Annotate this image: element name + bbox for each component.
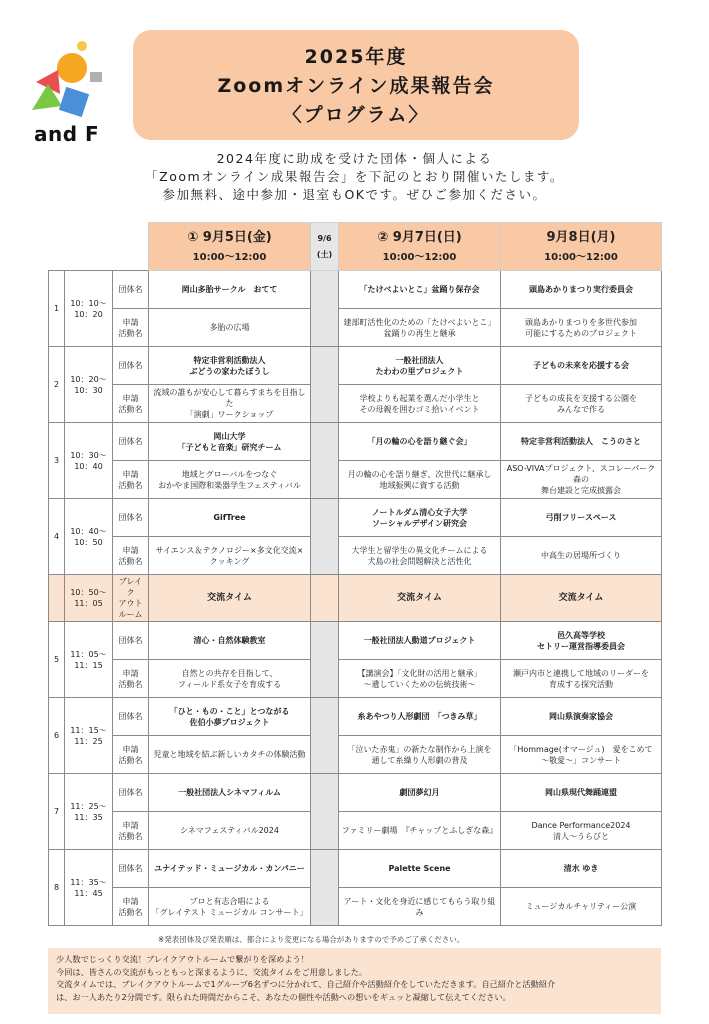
- activity-day1: 児童と地域を結ぶ新しいカタチの体験活動: [149, 736, 311, 774]
- group-label: 団体名: [113, 698, 149, 736]
- activity-label: 申請 活動名: [113, 736, 149, 774]
- session-time: 11：15～ 11：25: [65, 698, 113, 774]
- session-row: [49, 423, 662, 461]
- activity-row: [49, 385, 662, 423]
- group-name-day2: 一般社団法人動道プロジェクト: [339, 622, 501, 660]
- break-label: ブレイク アウト ルーム: [113, 575, 149, 622]
- footnote: ※発表団体及び発表順は、都合により変更になる場合がありますので予めご了承ください。: [158, 935, 465, 944]
- activity-day1: 地域とグローバルをつなぐ おかやま国際和楽器学生フェスティバル: [149, 461, 311, 499]
- activity-day2: 「泣いた赤鬼」の新たな制作から上演を 通して糸繰り人形劇の普及: [339, 736, 501, 774]
- session-number: 3: [49, 423, 65, 499]
- activity-row: [49, 888, 662, 926]
- activity-label: 申請 活動名: [113, 461, 149, 499]
- group-name-day2: 「月の輪の心を語り継ぐ会」: [339, 423, 501, 461]
- activity-day1: 自然との共存を目指して、 フィールド系女子を育成する: [149, 660, 311, 698]
- session-time: 10：30～ 10：40: [65, 423, 113, 499]
- group-name-day1: 特定非営利活動法人 ぶどうの家わたぼうし: [149, 347, 311, 385]
- group-label: 団体名: [113, 850, 149, 888]
- activity-label: 申請 活動名: [113, 660, 149, 698]
- activity-day2: ファミリー劇場 『チャップとふしぎな森』: [339, 812, 501, 850]
- program-table: [48, 222, 662, 926]
- activity-day2: アート・文化を身近に感じてもらう取り組み: [339, 888, 501, 926]
- session-row: [49, 850, 662, 888]
- group-name-day1: 岡山大学 「子どもと音楽」研究チーム: [149, 423, 311, 461]
- session-row: [49, 347, 662, 385]
- info-line-3: 交流タイムでは、ブレイクアウトルームで1グループ6名ずつに分かれて、自己紹介や活動紹介をしていただきます。自己紹介と活動紹介: [56, 979, 556, 989]
- header-sep6: 9/6 (土): [311, 223, 339, 271]
- activity-day2: 大学生と留学生の異文化チームによる 犬島の社会問題解決と活性化: [339, 537, 501, 575]
- activity-day3: 子どもの成長を支援する公園を みんなで作る: [501, 385, 662, 423]
- group-name-day3: 岡山県現代舞踊連盟: [501, 774, 662, 812]
- intro-line-3: 参加無料、途中参加・退室もOKです。ぜひご参加ください。: [162, 187, 547, 202]
- intro-text: [0, 150, 709, 204]
- break-time: 10：50～ 11：05: [65, 575, 113, 622]
- activity-day2: 月の輪の心を語り継ぎ、次世代に継承し 地域振興に資する活動: [339, 461, 501, 499]
- activity-day1: 多胎の広場: [149, 309, 311, 347]
- group-name-day3: 特定非営利活動法人 こうのさと: [501, 423, 662, 461]
- session-number: 4: [49, 499, 65, 575]
- activity-day3: 瀬戸内市と連携して地域のリーダーを 育成する探究活動: [501, 660, 662, 698]
- info-box: [48, 948, 661, 1014]
- title-program: 〈プログラム〉: [282, 104, 430, 126]
- group-label: 団体名: [113, 622, 149, 660]
- activity-day2: 建部町活性化のための「たけべよいとこ」 盆踊りの再生と継承: [339, 309, 501, 347]
- activity-label: 申請 活動名: [113, 537, 149, 575]
- session-row: [49, 774, 662, 812]
- activity-day3: Dance Performance2024 清人～うらびと: [501, 812, 662, 850]
- header-day1: ① 9月5日(金) 10:00～12:00: [149, 223, 311, 271]
- group-name-day1: ユナイテッド・ミュージカル・カンパニー: [149, 850, 311, 888]
- activity-label: 申請 活動名: [113, 812, 149, 850]
- activity-day3: ミュージカルチャリティー公演: [501, 888, 662, 926]
- activity-label: 申請 活動名: [113, 309, 149, 347]
- activity-day3: 頭島あかりまつりを多世代参加 可能にするためのプロジェクト: [501, 309, 662, 347]
- group-label: 団体名: [113, 423, 149, 461]
- session-time: 11：25～ 11：35: [65, 774, 113, 850]
- title-year: 2025年度: [304, 46, 408, 68]
- group-name-day3: 岡山県演奏家協会: [501, 698, 662, 736]
- group-label: 団体名: [113, 499, 149, 537]
- activity-day1: シネマフェスティバル2024: [149, 812, 311, 850]
- session-row: [49, 698, 662, 736]
- activity-day1: プロと有志合唱による 「グレイテスト ミュージカル コンサート」: [149, 888, 311, 926]
- break-day3: 交流タイム: [501, 575, 662, 622]
- session-time: 10：40～ 10：50: [65, 499, 113, 575]
- group-label: 団体名: [113, 271, 149, 309]
- info-line-1: 少人数でじっくり交流！ブレイクアウトルームで繋がりを深めよう！: [56, 954, 309, 964]
- group-name-day3: 弓削フリースペース: [501, 499, 662, 537]
- activity-day2: 【講演会】「文化財の活用と継承」 ～遺していくための伝統技術～: [339, 660, 501, 698]
- group-name-day3: 邑久高等学校 セトリー運営指導委員会: [501, 622, 662, 660]
- session-time: 11：05～ 11：15: [65, 622, 113, 698]
- break-row: [49, 575, 662, 622]
- activity-day1: 流域の誰もが安心して暮らすまちを目指した 「演劇」ワークショップ: [149, 385, 311, 423]
- break-day2: 交流タイム: [339, 575, 501, 622]
- intro-line-2: 「Zoomオンライン成果報告会」を下記のとおり開催いたします。: [145, 169, 564, 184]
- session-number: 1: [49, 271, 65, 347]
- session-time: 11：35～ 11：45: [65, 850, 113, 926]
- session-row: [49, 499, 662, 537]
- group-name-day3: 頭島あかりまつり実行委員会: [501, 271, 662, 309]
- group-name-day2: Palette Scene: [339, 850, 501, 888]
- session-time: 10：10～ 10：20: [65, 271, 113, 347]
- activity-row: [49, 461, 662, 499]
- activity-row: [49, 736, 662, 774]
- activity-day3: ASO-VIVAプロジェクト、スコレーパーク森の 舞台建設と完成披露会: [501, 461, 662, 499]
- activity-label: 申請 活動名: [113, 385, 149, 423]
- group-name-day2: 「たけべよいとこ」盆踊り保存会: [339, 271, 501, 309]
- activity-row: [49, 309, 662, 347]
- group-name-day2: 糸あやつり人形劇団 「つきみ草」: [339, 698, 501, 736]
- logo-text: and F: [34, 122, 100, 146]
- group-name-day2: ノートルダム清心女子大学 ソーシャルデザイン研究会: [339, 499, 501, 537]
- session-row: [49, 622, 662, 660]
- group-name-day1: GifTree: [149, 499, 311, 537]
- group-name-day1: 一般社団法人シネマフィルム: [149, 774, 311, 812]
- header-day3: 9月8日(月) 10:00～12:00: [501, 223, 662, 271]
- group-name-day2: 一般社団法人 たわわの里プロジェクト: [339, 347, 501, 385]
- group-name-day1: 清心・自然体験教室: [149, 622, 311, 660]
- group-name-day3: 子どもの未来を応援する会: [501, 347, 662, 385]
- info-line-2: 今回は、皆さんの交流がもっともっと深まるように、交流タイムをご用意しました。: [56, 966, 367, 977]
- group-name-day1: 「ひと・もの・こと」とつながる 佐伯小夢プロジェクト: [149, 698, 311, 736]
- session-row: [49, 271, 662, 309]
- activity-day2: 学校よりも起業を選んだ小学生と その母親を囲むゴミ拾いイベント: [339, 385, 501, 423]
- title-main: Zoomオンライン成果報告会: [217, 75, 495, 97]
- activity-row: [49, 537, 662, 575]
- activity-row: [49, 812, 662, 850]
- group-name-day1: 岡山多胎サークル おてて: [149, 271, 311, 309]
- session-number: 7: [49, 774, 65, 850]
- group-label: 団体名: [113, 347, 149, 385]
- session-time: 10：20～ 10：30: [65, 347, 113, 423]
- group-name-day3: 清水 ゆき: [501, 850, 662, 888]
- session-number: 6: [49, 698, 65, 774]
- activity-row: [49, 660, 662, 698]
- group-name-day2: 劇団夢幻月: [339, 774, 501, 812]
- session-number: 5: [49, 622, 65, 698]
- header-day2: ② 9月7日(日) 10:00～12:00: [339, 223, 501, 271]
- intro-line-1: 2024年度に助成を受けた団体・個人による: [216, 151, 493, 166]
- activity-day3: 「Hommage(オマージュ) 愛をこめて ～敬愛～」コンサート: [501, 736, 662, 774]
- activity-day1: サイエンス＆テクノロジー×多文化交流× クッキング: [149, 537, 311, 575]
- group-label: 団体名: [113, 774, 149, 812]
- break-day1: 交流タイム: [149, 575, 311, 622]
- session-number: 8: [49, 850, 65, 926]
- info-line-4: は、お一人あたり2分間です。限られた時間だからこそ、あなたの個性や活動への想いをギュッと凝縮して伝えてください。: [56, 991, 511, 1002]
- session-number: 2: [49, 347, 65, 423]
- title-box: [133, 30, 579, 140]
- activity-day3: 中高生の居場所づくり: [501, 537, 662, 575]
- activity-label: 申請 活動名: [113, 888, 149, 926]
